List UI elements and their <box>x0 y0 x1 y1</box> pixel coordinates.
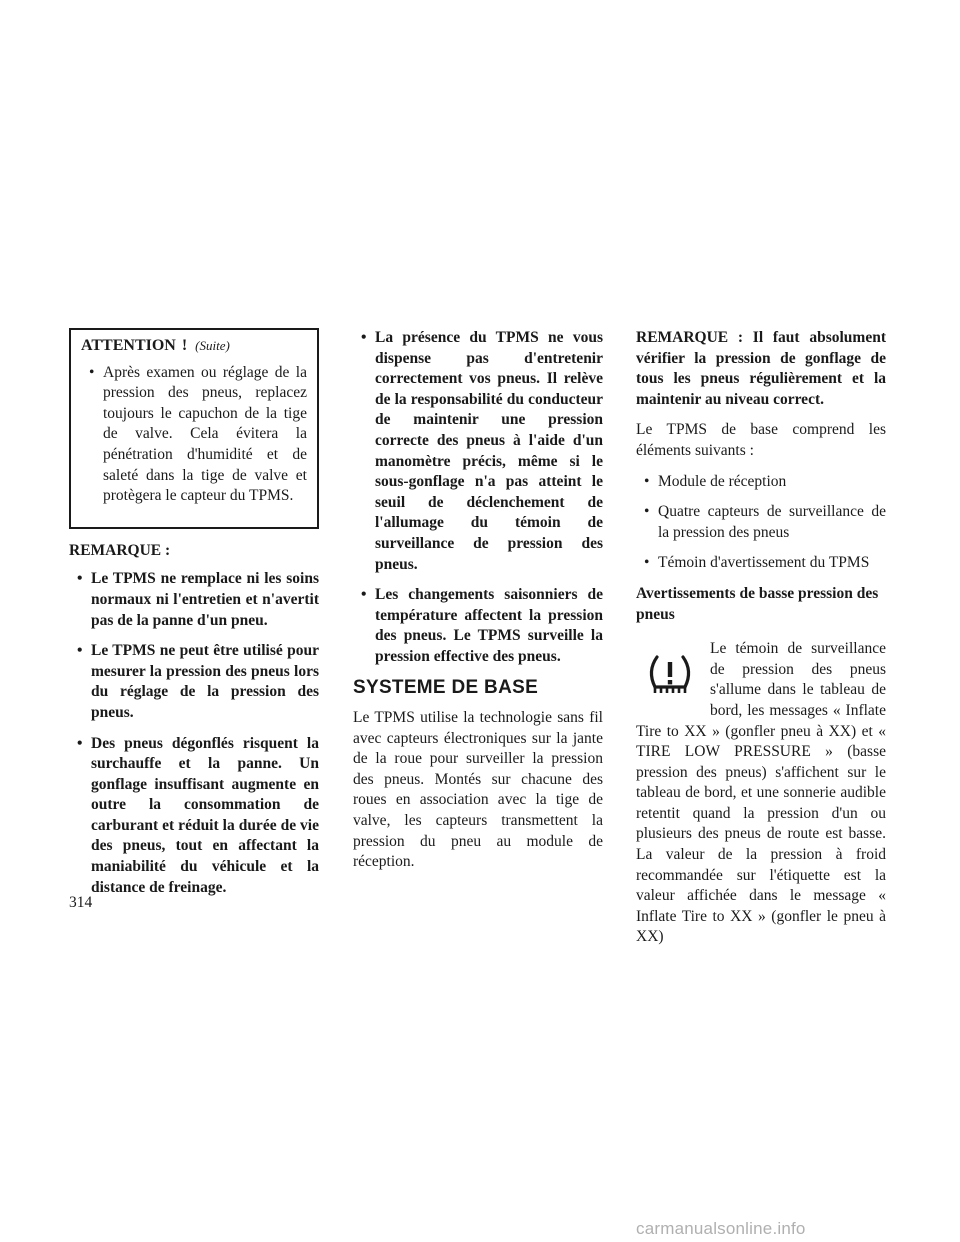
subheading: Avertissements de basse pression des pneus <box>636 584 879 623</box>
remarque-label: REMARQUE : <box>69 541 171 559</box>
intro-paragraph: Le TPMS de base comprend les éléments suivants : <box>636 421 886 459</box>
remarque-paragraph: REMARQUE : Il faut absolument vérifier la pression de gonflage de tous les pneus régulièrement et la maintenir au niveau correct. <box>636 329 886 408</box>
list-item: • Les changements saisonniers de température affectent la pression des pneus. Le TPMS surveille la pression effective des pneus. <box>353 585 603 667</box>
list-item: • Le TPMS ne peut être utilisé pour mesurer la pression des pneus lors du réglage de la pression des pneus. <box>69 641 319 723</box>
section-title: SYSTEME DE BASE <box>353 676 539 698</box>
list-item: • Quatre capteurs de surveillance de la pression des pneus <box>636 502 886 543</box>
column-middle <box>353 328 603 883</box>
attention-item: • Après examen ou réglage de la pression des pneus, replacez toujours le capuchon de la tige de valve. Cela évitera la pénétration d'humidité et de saleté dans la tige de valve et protègera le capteur du TPMS. <box>81 363 307 507</box>
attention-list <box>81 363 307 507</box>
tire-pressure-warning-icon <box>644 649 696 701</box>
attention-title <box>81 336 307 357</box>
page-number: 314 <box>69 894 93 911</box>
base-system-paragraph: Le TPMS utilise la technologie sans fil avec capteurs électroniques sur la jante de la roue pour surveiller la pression des pneus. Montés sur chacune des roues en association avec la tige de valve, les capteurs transmettent la pression du pneu au module de réception. <box>353 709 603 871</box>
list-item: • Le TPMS ne remplace ni les soins normaux ni l'entretien et n'avertit pas de la panne d'un pneu. <box>69 569 319 631</box>
attention-label: ATTENTION <box>81 337 176 354</box>
attention-suite: (Suite) <box>195 338 230 353</box>
exclamation-icon: ! <box>181 337 188 354</box>
warning-paragraph: Le témoin de surveillance de pression des pneus s'allume dans le tableau de bord, les messages « Inflate Tire to XX » (gonfler pneu à XX) et « TIRE LOW PRESSURE » (basse pression des pneus) s'affichent sur le tableau de bord, et une sonnerie audible retentit quand la pression d'un ou plusieurs des pneus de route est basse. La valeur de la pression à froid recommandée sur l'étiquette est la valeur affichée dans le message « Inflate Tire to XX » (gonfler le pneu à XX) <box>636 640 886 946</box>
list-item: • Des pneus dégonflés risquent la surchauffe et la panne. Un gonflage insuffisant augmente en outre la consommation de carburant et réduit la durée de vie des pneus, tout en affectant la maniabilité du véhicule et la distance de freinage. <box>69 734 319 899</box>
column-right <box>636 328 886 958</box>
components-list <box>636 472 886 574</box>
attention-box <box>69 328 319 529</box>
list-item: • Témoin d'avertissement du TPMS <box>636 553 886 574</box>
warning-paragraph-block <box>636 639 886 948</box>
list-item: • Module de réception <box>636 472 886 493</box>
tpms-notes-list <box>353 328 603 668</box>
watermark: carmanualsonline.info <box>636 1219 806 1238</box>
list-item: • La présence du TPMS ne vous dispense pas d'entretenir correctement vos pneus. Il relève de la responsabilité du conducteur de maintenir une pression correcte des pneus à l'aide d'un manomètre précis, même si le sous-gonflage n'a pas atteint le seuil de déclenchement de l'allumage du témoin de surveillance de pression des pneus. <box>353 328 603 575</box>
column-left <box>69 328 319 908</box>
remarque-list <box>69 569 319 898</box>
